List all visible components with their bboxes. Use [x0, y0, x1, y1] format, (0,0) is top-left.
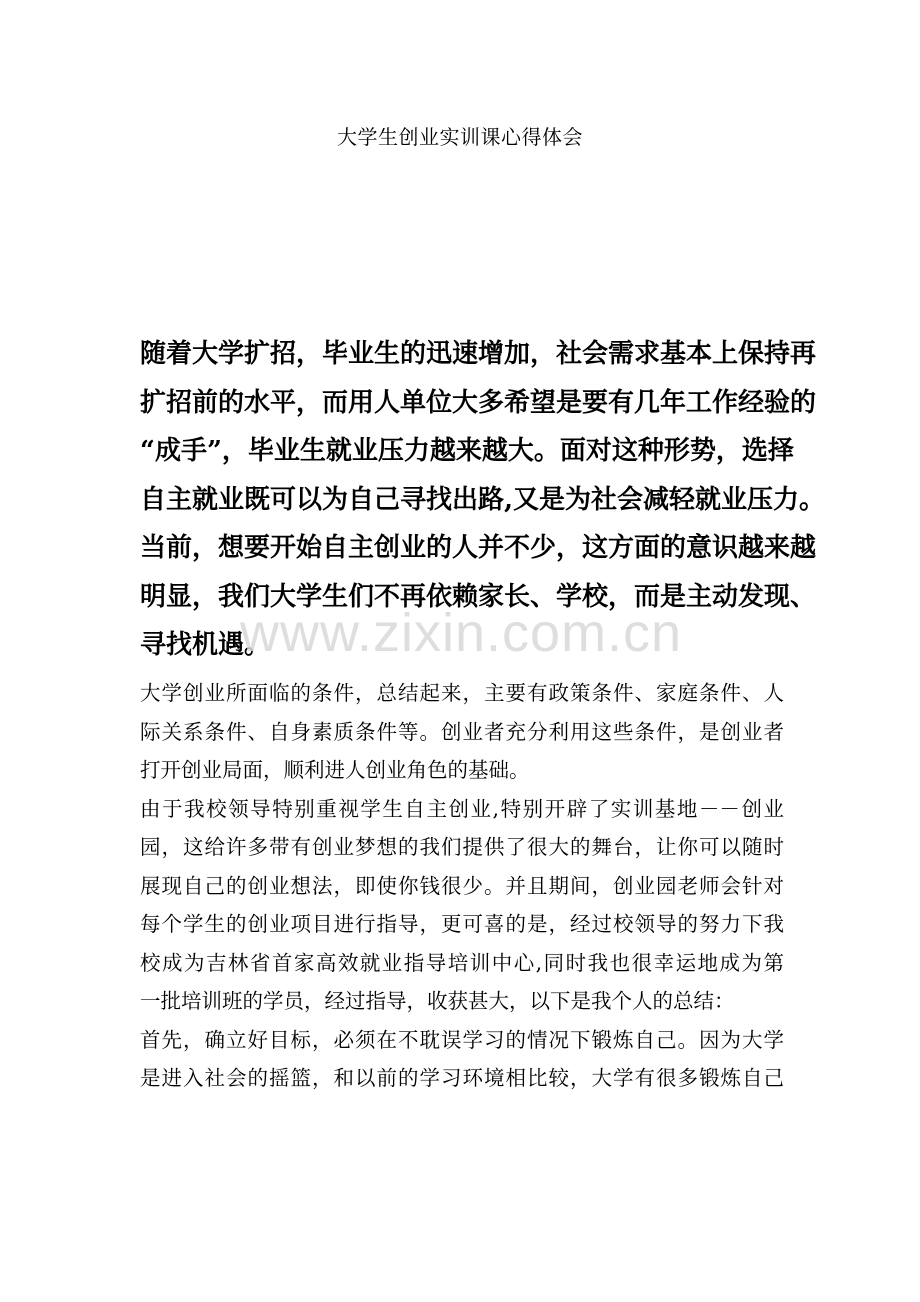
document-title: 大学生创业实训课心得体会: [337, 125, 583, 149]
lead-paragraph: [140, 330, 826, 670]
lead-line: 随着大学扩招，毕业生的迅速增加，社会需求基本上保持再: [140, 339, 817, 369]
lead-line: 寻找机遇。: [140, 630, 271, 660]
lead-line: 当前，想要开始自主创业的人并不少，这方面的意识越来越: [140, 533, 817, 563]
paragraph-line: 每个学生的创业项目进行指导，更可喜的是，经过校领导的努力下我: [140, 912, 784, 936]
paragraph-line: 大学创业所面临的条件，总结起来，主要有政策条件、家庭条件、人: [140, 681, 784, 705]
paragraph-line: 一批培训班的学员，经过指导，收获甚大，以下是我个人的总结：: [140, 989, 735, 1013]
paragraph-line: 际关系条件、自身素质条件等。创业者充分利用这些条件，是创业者: [140, 719, 784, 744]
body-text: [140, 674, 784, 1098]
lead-line: “成手”，毕业生就业压力越来越大。面对这种形势，选择: [140, 436, 794, 466]
lead-line: 自主就业既可以为自己寻找出路,又是为社会减轻就业压力。: [140, 484, 826, 515]
paragraph-line: 首先，确立好目标，必须在不耽误学习的情况下锻炼自己。因为大学: [140, 1027, 784, 1052]
lead-line: 明显，我们大学生们不再依赖家长、学校，而是主动发现、: [140, 581, 817, 612]
paragraph-line: 展现自己的创业想法，即使你钱很少。并且期间，创业园老师会针对: [140, 873, 784, 898]
paragraph-line: 园，这给许多带有创业梦想的我们提供了很大的舞台，让你可以随时: [140, 835, 784, 859]
watermark-text: www.zixin.com.cn: [240, 603, 683, 663]
body-paragraph: [140, 790, 784, 1021]
paragraph-line: 校成为吉林省首家高效就业指导培训中心,同时我也很幸运地成为第: [140, 950, 784, 975]
body-paragraph: [140, 674, 784, 790]
paragraph-line: 打开创业局面，顺利进人创业角色的基础。: [140, 758, 530, 782]
body-paragraph: [140, 1021, 784, 1098]
paragraph-line: 由于我校领导特别重视学生自主创业,特别开辟了实训基地－－创业: [140, 796, 784, 821]
lead-line: 扩招前的水平，而用人单位大多希望是要有几年工作经验的: [140, 387, 817, 418]
paragraph-line: 是进入社会的摇篮，和以前的学习环境相比较，大学有很多锻炼自己: [140, 1066, 784, 1090]
